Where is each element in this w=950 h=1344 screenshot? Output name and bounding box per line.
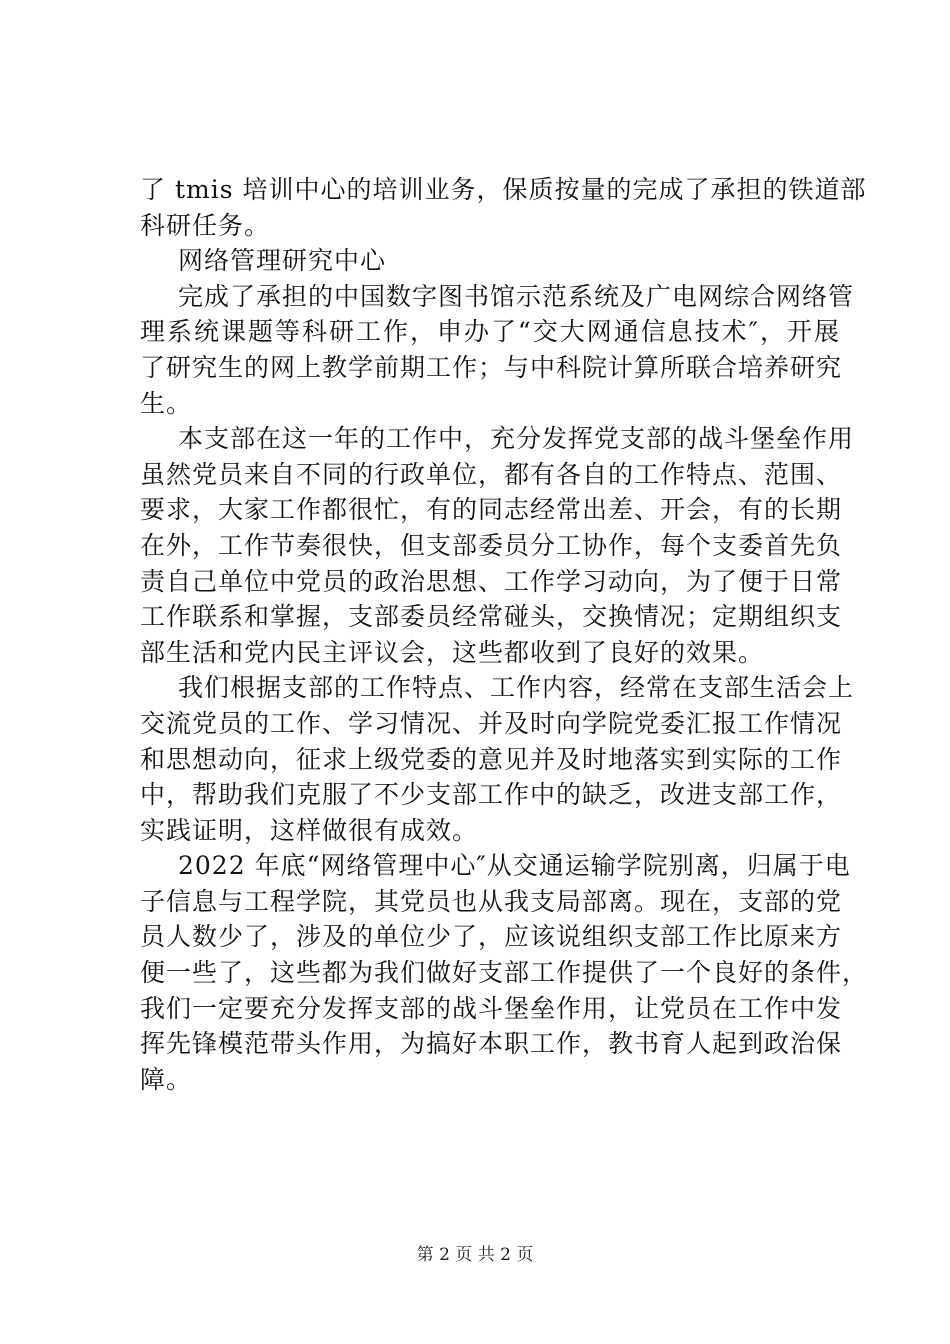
text-line: 2022 年底“网络管理中心″从交通运输学院别离，归属于电	[178, 851, 851, 881]
text-line: 责自己单位中党员的政治思想、工作学习动向，为了便于日常	[140, 566, 843, 596]
text-line: 交流党员的工作、学习情况、并及时向学院党委汇报工作情况	[140, 708, 843, 738]
text-line: 了 tmis 培训中心的培训业务，保质按量的完成了承担的铁道部	[140, 175, 867, 204]
text-line: 我们根据支部的工作特点、工作内容，经常在支部生活会上	[178, 673, 855, 703]
text-line: 在外，工作节奏很快，但支部委员分工协作，每个支委首先负	[140, 530, 843, 560]
text-line: 和思想动向，征求上级党委的意见并及时地落实到实际的工作	[140, 744, 843, 774]
text-line: 理系统课题等科研工作，申办了“交大网通信息技术″，开展	[140, 317, 840, 347]
text-line: 虽然党员来自不同的行政单位，都有各自的工作特点、范围、	[140, 459, 843, 489]
text-line: 了研究生的网上教学前期工作；与中科院计算所联合培养研究	[140, 352, 843, 382]
text-line: 我们一定要充分发挥支部的战斗堡垒作用，让党员在工作中发	[140, 993, 843, 1023]
text-line: 工作联系和掌握，支部委员经常碰头，交换情况；定期组织支	[140, 602, 843, 632]
text-line: 完成了承担的中国数字图书馆示范系统及广电网综合网络管	[178, 281, 855, 311]
text-line: 子信息与工程学院，其党员也从我支局部离。现在，支部的党	[140, 886, 843, 916]
section-heading: 网络管理研究中心	[178, 246, 387, 276]
page-number-footer: 第 2 页 共 2 页	[416, 1245, 534, 1265]
text-line: 员人数少了，涉及的单位少了，应该说组织支部工作比原来方	[140, 922, 843, 952]
text-line: 要求，大家工作都很忙，有的同志经常出差、开会，有的长期	[140, 495, 843, 525]
text-line: 生。	[140, 388, 193, 418]
text-line: 科研任务。	[140, 210, 271, 240]
text-line: 中，帮助我们克服了不少支部工作中的缺乏，改进支部工作，	[140, 780, 843, 810]
text-line: 部生活和党内民主评议会，这些都收到了良好的效果。	[140, 637, 765, 667]
text-line: 实践证明，这样做很有成效。	[140, 815, 479, 845]
text-line: 本支部在这一年的工作中，充分发挥党支部的战斗堡垒作用	[178, 424, 855, 454]
document-body	[140, 172, 869, 1097]
text-line: 障。	[140, 1064, 193, 1094]
text-line: 挥先锋模范带头作用，为搞好本职工作，教书育人起到政治保	[140, 1029, 843, 1059]
text-line: 便一些了，这些都为我们做好支部工作提供了一个良好的条件，	[140, 958, 869, 988]
